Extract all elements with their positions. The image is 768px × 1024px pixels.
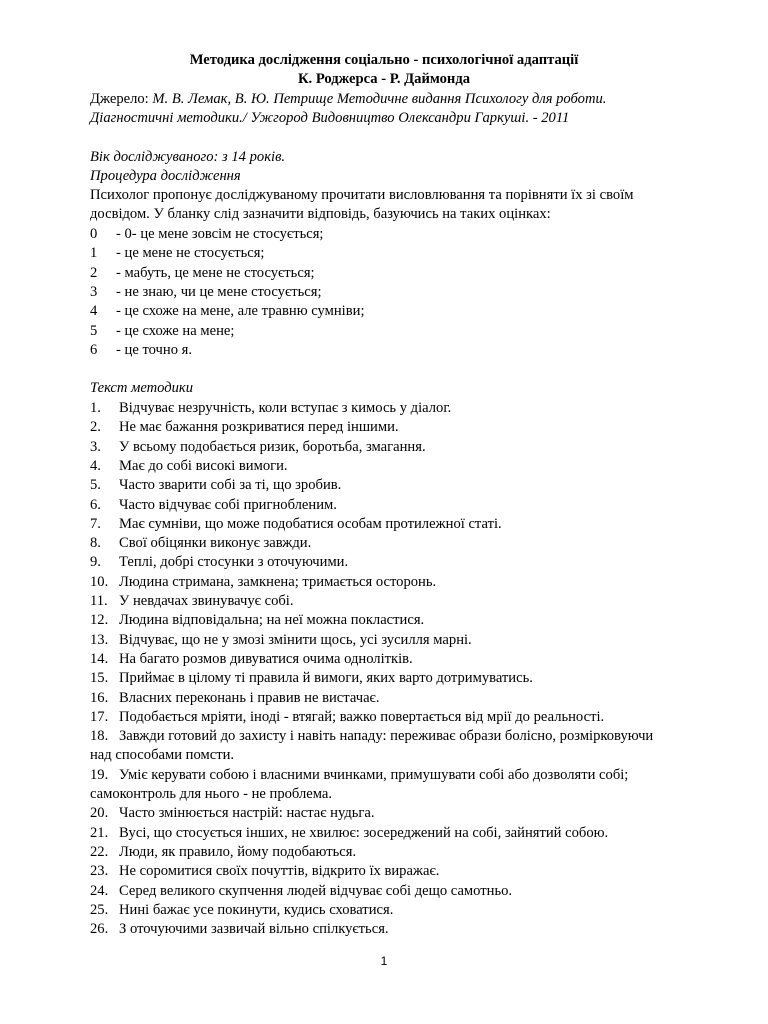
statement-text: Часто змінюється настрій: настає нудьга. xyxy=(119,805,375,822)
scale-description: - це точно я. xyxy=(116,341,193,358)
statement-number: 6. xyxy=(90,496,101,513)
statement-text: Людина відповідальна; на неї можна покластися. xyxy=(119,612,425,629)
statement-text: У всьому подобається ризик, боротьба, змагання. xyxy=(119,438,426,455)
statement-text: Вусі, що стосується інших, не хвилює: зосереджений на собі, зайнятий собою. xyxy=(119,824,609,841)
scale-description: - 0- це мене зовсім не стосується; xyxy=(116,226,324,242)
document-title-line-2: К. Роджерса - Р. Даймонда xyxy=(297,71,471,87)
scale-description: - це мене не стосується; xyxy=(116,245,265,262)
statement-number: 25. xyxy=(90,901,109,918)
scale-description: - мабуть, це мене не стосується; xyxy=(116,264,315,281)
scale-value: 4 xyxy=(90,303,98,320)
statement-number: 5. xyxy=(90,477,101,494)
scale-value: 6 xyxy=(90,341,98,358)
statement-text: Люди, як правило, йому подобаються. xyxy=(119,843,357,860)
statement-text: Відчуває незручність, коли вступає з кимось у діалог. xyxy=(119,400,452,416)
statement-number: 26. xyxy=(90,921,109,938)
statement-number: 12. xyxy=(90,612,109,629)
statement-number: 16. xyxy=(90,689,109,706)
statement-text: Завжди готовий до захисту і навіть нападу: переживає образи болісно, розмірковуючи xyxy=(119,728,654,745)
document-title-line-1: Методика дослідження соціально - психологічної адаптації xyxy=(189,52,579,68)
statement-number: 4. xyxy=(90,457,101,474)
statement-text: Не соромитися своїх почуттів, відкрито їх виражає. xyxy=(119,863,440,880)
procedure-text-line-1: Психолог пропонує досліджуваному прочитати висловлювання та порівняти їх зі своїм xyxy=(90,187,634,203)
statement-text: Має до собі високі вимоги. xyxy=(119,457,288,474)
procedure-text-line-2: досвідом. У бланку слід зазначити відповідь, базуючись на таких оцінках: xyxy=(90,206,551,222)
statement-number: 21. xyxy=(90,824,109,841)
statement-number: 2. xyxy=(90,419,101,436)
statement-number: 9. xyxy=(90,554,101,571)
statement-text: Людина стримана, замкнена; тримається осторонь. xyxy=(119,573,437,590)
procedure-heading: Процедура дослідження xyxy=(90,168,241,184)
statement-text: Часто зварити собі за ті, що зробив. xyxy=(119,477,342,494)
statement-text: Часто відчуває собі пригнобленим. xyxy=(119,496,337,513)
source-label: Джерело: xyxy=(90,91,149,107)
statement-text: З оточуючими зазвичай вільно спілкується. xyxy=(119,921,389,938)
statement-number: 23. xyxy=(90,863,109,880)
statement-text: Серед великого скупчення людей відчуває собі дещо самотньо. xyxy=(119,882,513,899)
statement-number: 19. xyxy=(90,766,109,783)
statement-text-continuation: самоконтроль для нього - не проблема. xyxy=(90,786,332,802)
statement-number: 24. xyxy=(90,882,109,899)
scale-value: 2 xyxy=(90,264,98,281)
statement-text: Має сумніви, що може подобатися особам протилежної статі. xyxy=(119,515,502,532)
statement-number: 8. xyxy=(90,535,101,552)
statement-text: У невдачах звинувачує собі. xyxy=(119,593,294,609)
statement-number: 20. xyxy=(90,805,109,822)
statement-number: 10. xyxy=(90,573,109,590)
scale-value: 3 xyxy=(90,283,98,300)
statement-text: Відчуває, що не у змозі змінити щось, усі зусилля марні. xyxy=(119,631,472,648)
statement-text: Власних переконань і правив не вистачає. xyxy=(119,689,380,706)
subject-age: Вік досліджуваного: з 14 років. xyxy=(90,149,286,165)
statement-number: 11. xyxy=(90,593,108,609)
statement-text: Подобається мріяти, іноді - втягай; важко повертається від мрії до реальності. xyxy=(119,708,605,725)
statement-number: 15. xyxy=(90,670,109,687)
statement-number: 14. xyxy=(90,650,109,667)
statement-text: Приймає в цілому ті правила й вимоги, яких варто дотримуватись. xyxy=(119,670,533,687)
statement-text: На багато розмов дивуватися очима однолітків. xyxy=(119,650,413,667)
scale-description: - це схоже на мене; xyxy=(116,322,235,339)
source-reference: М. В. Лемак, В. Ю. Петрище Методичне видання Психологу для роботи. xyxy=(152,91,607,107)
method-text-heading: Текст методики xyxy=(90,380,194,396)
page-number: 1 xyxy=(380,954,388,968)
scale-value: 5 xyxy=(90,322,98,339)
source-line-2: Діагностичні методики./ Ужгород Видовництво Олександри Гаркуші. - 2011 xyxy=(90,110,570,126)
statement-text-continuation: над способами помсти. xyxy=(90,747,235,764)
source-line-1 xyxy=(90,90,606,109)
statement-number: 18. xyxy=(90,728,109,745)
statement-text: Свої обіцянки виконує завжди. xyxy=(119,535,312,552)
scale-description: - не знаю, чи це мене стосується; xyxy=(116,283,322,300)
statement-text: Теплі, добрі стосунки з оточуючими. xyxy=(119,554,349,571)
statement-text: Уміє керувати собою і власними вчинками, примушувати собі або дозволяти собі; xyxy=(119,766,629,783)
statement-text: Не має бажання розкриватися перед іншими. xyxy=(119,419,399,436)
scale-value: 1 xyxy=(90,245,98,262)
statement-text: Нині бажає усе покинути, кудись сховатися. xyxy=(119,901,394,918)
statement-number: 13. xyxy=(90,631,109,648)
statement-number: 7. xyxy=(90,515,101,532)
statement-number: 1. xyxy=(90,400,101,416)
statement-number: 17. xyxy=(90,708,109,725)
statement-number: 22. xyxy=(90,843,109,860)
scale-value: 0 xyxy=(90,226,98,242)
scale-description: - це схоже на мене, але травню сумніви; xyxy=(116,303,365,320)
statement-number: 3. xyxy=(90,438,101,455)
